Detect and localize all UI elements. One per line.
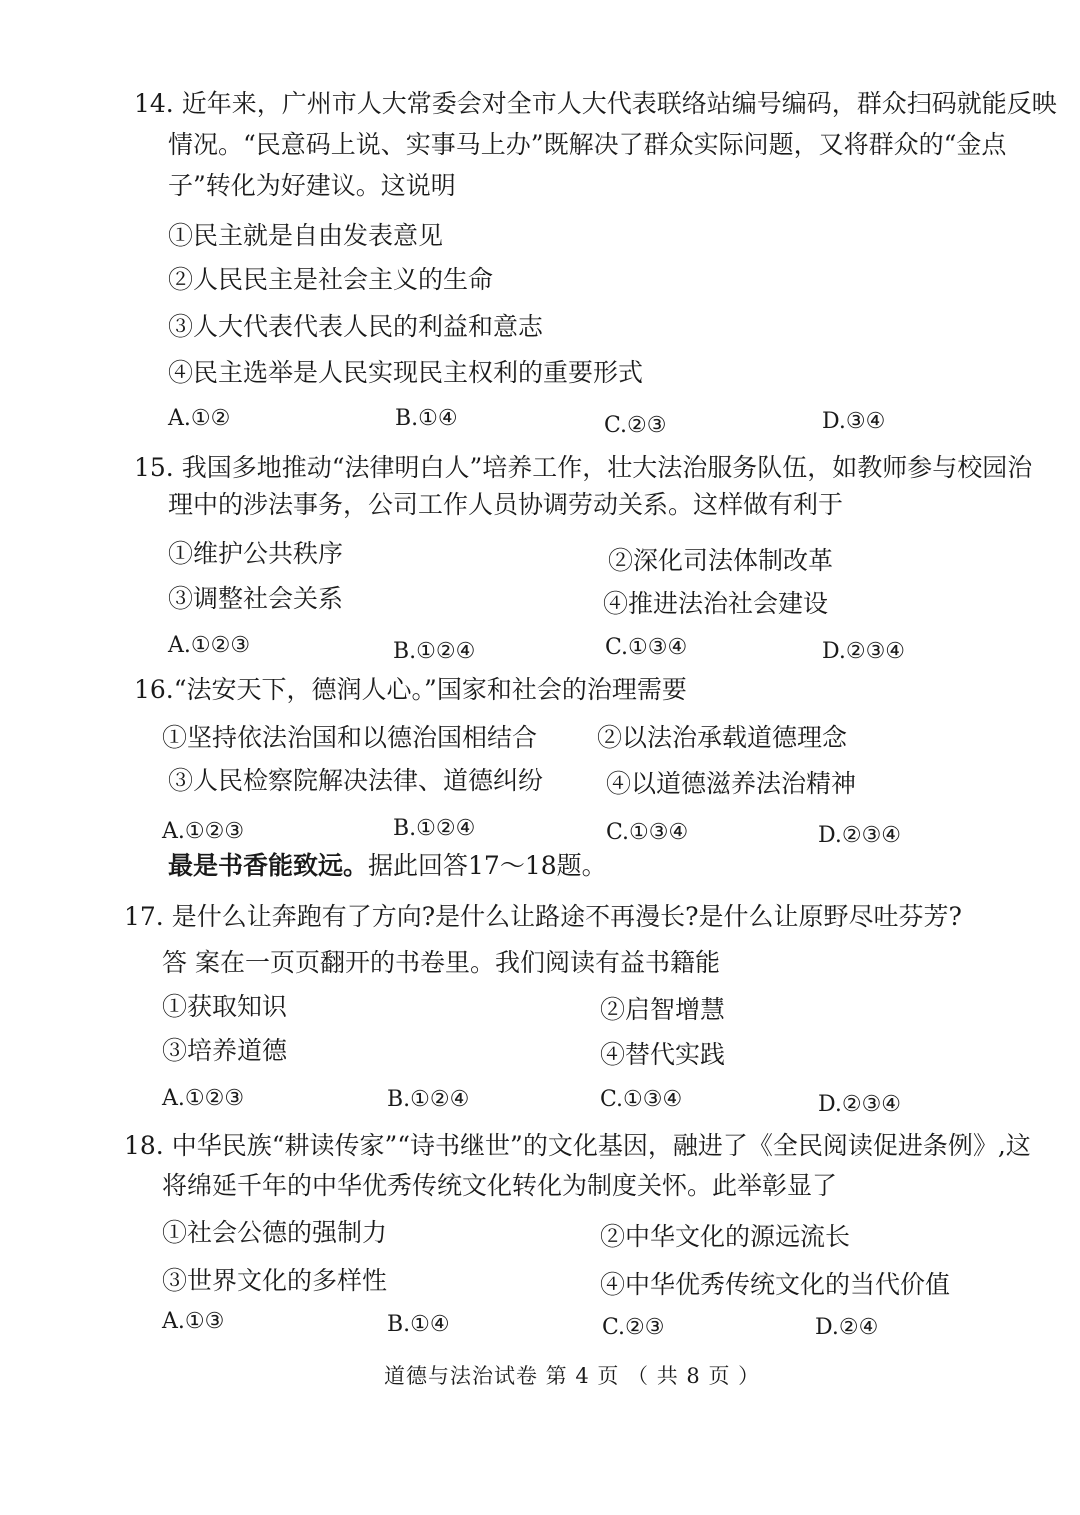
q15-statement-1: ①维护公共秩序 [168,539,344,568]
q16-stem-line1: 16.“法安天下，德润人心。”国家和社会的治理需要 [134,675,687,704]
q14-statement-2: ②人民民主是社会主义的生命 [168,265,494,294]
q14-option-c: C.②③ [604,413,667,438]
q15-option-d: D.②③④ [822,639,906,664]
q18-stem-line1: 18. 中华民族“耕读传家”“诗书继世”的文化基因，融进了《全民阅读促进条例》,这 [124,1131,1031,1160]
q14-stem-line1: 14. 近年来，广州市人大常委会对全市人大代表联络站编号编码，群众扫码就能反映 [134,89,1057,118]
page-footer: 道德与法治试卷 第 4 页 （ 共 8 页 ） [384,1364,761,1388]
q18-statement-1: ①社会公德的强制力 [162,1218,388,1247]
section-intro-quote: 最是书香能致远。 [168,851,369,880]
q15-statement-2: ②深化司法体制改革 [608,546,834,575]
q15-option-b: B.①②④ [393,639,476,664]
q18-statement-4: ④中华优秀传统文化的当代价值 [600,1270,951,1299]
q17-option-c: C.①③④ [600,1087,683,1112]
q17-statement-3: ③培养道德 [162,1036,288,1065]
q17-stem-line2: 答 案在一页页翻开的书卷里。我们阅读有益书籍能 [162,948,720,977]
q16-statement-1: ①坚持依法治国和以德治国相结合 [162,723,538,752]
q18-option-b: B.①④ [387,1312,450,1337]
q17-option-d: D.②③④ [818,1092,902,1117]
q17-statement-2: ②启智增慧 [600,995,726,1024]
q16-option-a: A.①②③ [162,819,245,844]
q16-statement-2: ②以法治承载道德理念 [597,723,848,752]
q18-statement-3: ③世界文化的多样性 [162,1266,388,1295]
section-intro [168,850,607,882]
q15-statement-4: ④推进法治社会建设 [603,589,829,618]
q15-option-a: A.①②③ [168,633,251,658]
q15-statement-3: ③调整社会关系 [168,584,344,613]
q18-stem-line2: 将绵延千年的中华优秀传统文化转化为制度关怀。此举彰显了 [162,1171,838,1200]
q16-option-c: C.①③④ [606,820,689,845]
q14-option-d: D.③④ [822,409,886,434]
q14-option-a: A.①② [168,406,231,431]
q18-option-a: A.①③ [162,1309,225,1334]
q15-stem-line1: 15. 我国多地推动“法律明白人”培养工作，壮大法治服务队伍，如教师参与校园治 [134,453,1033,482]
q15-stem-line2: 理中的涉法事务，公司工作人员协调劳动关系。这样做有利于 [168,490,844,519]
q14-stem-line2: 情况。“民意码上说、实事马上办”既解决了群众实际问题，又将群众的“金点 [168,130,1007,159]
q14-stem-line3: 子”转化为好建议。这说明 [168,171,456,200]
q16-option-b: B.①②④ [393,816,476,841]
q16-statement-4: ④以道德滋养法治精神 [606,769,857,798]
q15-option-c: C.①③④ [605,635,688,660]
q17-statement-4: ④替代实践 [600,1040,726,1069]
q16-statement-3: ③人民检察院解决法律、道德纠纷 [168,766,544,795]
q18-statement-2: ②中华文化的源远流长 [600,1222,851,1251]
q17-stem-line1: 17. 是什么让奔跑有了方向?是什么让路途不再漫长?是什么让原野尽吐芬芳? [124,902,962,931]
q14-statement-3: ③人大代表代表人民的利益和意志 [168,312,544,341]
q17-option-a: A.①②③ [162,1086,245,1111]
q16-option-d: D.②③④ [818,823,902,848]
q18-option-c: C.②③ [602,1315,665,1340]
q14-option-b: B.①④ [395,406,458,431]
q17-option-b: B.①②④ [387,1087,470,1112]
q17-statement-1: ①获取知识 [162,992,288,1021]
q14-statement-4: ④民主选举是人民实现民主权利的重要形式 [168,358,644,387]
section-intro-instruction: 据此回答17～18题。 [368,851,607,880]
q18-option-d: D.②④ [815,1315,879,1340]
q14-statement-1: ①民主就是自由发表意见 [168,221,444,250]
